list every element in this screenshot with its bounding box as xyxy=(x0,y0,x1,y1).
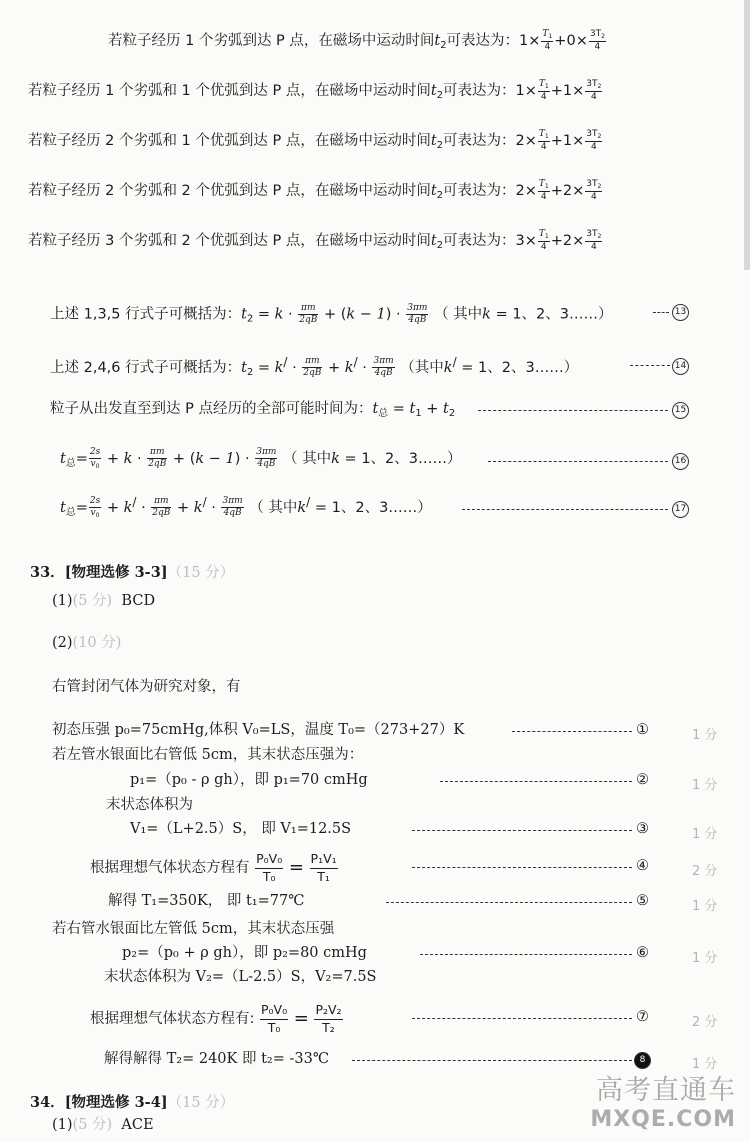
q33-part1: (1)(5 分) BCD xyxy=(52,593,156,609)
q33-step-2: p₁=（p₀ - ρ gh），即 p₁=70 cmHg xyxy=(130,772,368,788)
time-expression-line: 若粒子经历 1 个劣弧和 1 个优弧到达 P 点，在磁场中运动时间$t_2$可表达为：1× $\frac{T_1}{4}$ +1× $\frac{3T_2}{4}$ xyxy=(28,79,602,102)
leader-dashes xyxy=(630,365,670,366)
step-score: 2 分 xyxy=(692,864,718,879)
leader-dashes xyxy=(478,410,668,411)
leader-dashes xyxy=(440,781,632,782)
q33-step-7: 根据理想气体状态方程有: $\frac{\text{P₀V₀}}{\text{T₀}}$ = $\frac{\text{P₂V₂}}{\text{T₂}}$ xyxy=(90,1002,342,1035)
q34-part1-answer: ACE xyxy=(121,1117,154,1133)
q33-step-3: V₁=（L+2.5）S， 即 V₁=12.5S xyxy=(130,821,352,837)
step-number: ③ xyxy=(636,821,649,837)
step-number: 8 xyxy=(634,1052,651,1069)
q33-header: 33．[物理选修 3-3]（15 分） xyxy=(30,564,235,581)
time-expression-line: 若粒子经历 2 个劣弧和 1 个优弧到达 P 点，在磁场中运动时间$t_2$可表达为：2× $\frac{T_1}{4}$ +1× $\frac{3T_2}{4}$ xyxy=(28,129,602,152)
watermark-text-domain: MXQE.COM xyxy=(590,1107,736,1132)
fraction-P2V2-over-T2: $\frac{\text{P₂V₂}}{\text{T₂}}$ xyxy=(315,1002,342,1035)
case-text: 若粒子经历 2 个劣弧和 2 个优弧到达 P 点，在磁场中运动时间 xyxy=(28,182,431,199)
coef-minor: 3 xyxy=(515,232,525,249)
q34-part1: (1)(5 分) ACE xyxy=(52,1117,154,1133)
q33-step-1: 初态压强 p₀=75cmHg,体积 V₀=LS，温度 T₀=（273+27）K xyxy=(52,722,465,738)
step-score: 1 分 xyxy=(692,899,718,914)
coef-minor: 1 xyxy=(519,32,529,49)
watermark-text-cn: 高考直通车 xyxy=(596,1075,736,1106)
leader-dashes xyxy=(412,1018,632,1019)
fraction-pi-m-over-2qB: $\frac{\pi m}{2qB}$ xyxy=(152,496,171,519)
fraction-pi-m-over-2qB: $\frac{\pi m}{2qB}$ xyxy=(303,356,322,379)
q33-part2: (2)(10 分) xyxy=(52,635,122,651)
eq-number-15: 15 xyxy=(672,402,689,419)
fraction-T1-over-4: $\frac{T_1}{4}$ xyxy=(538,179,549,202)
q33-intro: 右管封闭气体为研究对象，有 xyxy=(52,679,241,695)
q33-step-6-intro: 若右管水银面比左管低 5cm，其末状态压强 xyxy=(52,921,335,937)
coef-major: 1 xyxy=(562,82,573,99)
fraction-3pi-m-over-4qB: $\frac{3\pi m}{4qB}$ xyxy=(222,496,243,519)
fraction-P0V0-over-T0: $\frac{\text{P₀V₀}}{\text{T₀}}$ xyxy=(256,851,283,884)
eq-number-14: 14 xyxy=(672,358,689,375)
eq-number-13: 13 xyxy=(672,304,689,321)
leader-dashes xyxy=(653,312,669,313)
leader-dashes xyxy=(512,731,632,732)
coef-major: 1 xyxy=(562,132,573,149)
q33-final-volume-label: 末状态体积为 xyxy=(106,797,193,813)
fraction-2s-over-v0: $\frac{2s}{v_0}$ xyxy=(89,495,101,519)
time-expression-line: 若粒子经历 2 个劣弧和 2 个优弧到达 P 点，在磁场中运动时间$t_2$可表达为：2× $\frac{T_1}{4}$ +2× $\frac{3T_2}{4}$ xyxy=(28,179,602,202)
step-number: ① xyxy=(636,722,649,738)
step-number: ⑤ xyxy=(636,893,649,909)
leader-dashes xyxy=(420,954,632,955)
fraction-P0V0-over-T0: $\frac{\text{P₀V₀}}{\text{T₀}}$ xyxy=(261,1002,288,1035)
case-text: 若粒子经历 1 个劣弧到达 P 点，在磁场中运动时间 xyxy=(108,32,435,49)
time-expression-line: 若粒子经历 3 个劣弧和 2 个优弧到达 P 点，在磁场中运动时间$t_2$可表达为：3× $\frac{T_1}{4}$ +2× $\frac{3T_2}{4}$ xyxy=(28,229,602,252)
coef-major: 2 xyxy=(562,182,573,199)
leader-dashes xyxy=(462,509,668,510)
watermark xyxy=(590,1068,736,1132)
fraction-3pi-m-over-4qB: $\frac{3\pi m}{4qB}$ xyxy=(373,356,394,379)
general-formula-13: 上述 1,3,5 行式子可概括为：$t_2 = k$ · $\frac{\pi m}{2qB}$ + (k − 1) · $\frac{3\pi m}{4qB}$ （ 其中k = 1、2、3……） xyxy=(50,303,613,325)
coef-major: 2 xyxy=(562,232,573,249)
case-text: 若粒子经历 2 个劣弧和 1 个优弧到达 P 点，在磁场中运动时间 xyxy=(28,132,431,149)
fraction-T1-over-4: $\frac{T_1}{4}$ xyxy=(538,129,549,152)
fraction-3T2-over-4: $\frac{3T_2}{4}$ xyxy=(586,129,602,152)
leader-dashes xyxy=(488,461,668,462)
case-text: 若粒子经历 1 个劣弧和 1 个优弧到达 P 点，在磁场中运动时间 xyxy=(28,82,431,99)
fraction-P1V1-over-T1: $\frac{\text{P₁V₁}}{\text{T₁}}$ xyxy=(310,851,337,884)
fraction-3T2-over-4: $\frac{3T_2}{4}$ xyxy=(586,179,602,202)
general-formula-14: 上述 2,4,6 行式子可概括为：$t_2 = k^/$ · $\frac{\pi m}{2qB}$ + k/ · $\frac{3\pi m}{4qB}$ （其中k/ = 1、2、3……） xyxy=(50,355,579,379)
total-time-formula-15: 粒子从出发直至到达 P 点经历的全部可能时间为：$t_总 = t_1 + t_2$ xyxy=(50,401,456,419)
time-expression-line: 若粒子经历 1 个劣弧到达 P 点，在磁场中运动时间$t_2$可表达为：1× $\frac{T_1}{4}$ +0× $\frac{3T_2}{4}$ xyxy=(108,29,605,52)
step-score: 1 分 xyxy=(692,827,718,842)
coef-major: 0 xyxy=(566,32,576,49)
fraction-3T2-over-4: $\frac{3T_2}{4}$ xyxy=(586,79,602,102)
q34-header: 34．[物理选修 3-4]（15 分） xyxy=(30,1094,235,1111)
step-score: 1 分 xyxy=(692,951,718,966)
coef-minor: 2 xyxy=(515,132,525,149)
fraction-2s-over-v0: $\frac{2s}{v_0}$ xyxy=(89,447,101,470)
leader-dashes xyxy=(386,902,632,903)
step-number: ⑦ xyxy=(636,1009,649,1025)
step-number: ⑥ xyxy=(636,945,649,961)
leader-dashes xyxy=(412,867,632,868)
eq-number-17: 17 xyxy=(672,501,689,518)
q33-step-6-volume: 末状态体积为 V₂=（L-2.5）S，V₂=7.5S xyxy=(104,969,377,985)
step-number: ② xyxy=(636,772,649,788)
case-text: 若粒子经历 3 个劣弧和 2 个优弧到达 P 点，在磁场中运动时间 xyxy=(28,232,431,249)
q33-step-2-intro: 若左管水银面比右管低 5cm，其末状态压强为： xyxy=(52,747,364,763)
total-time-formula-17: $t_总=$ $\frac{2s}{v_0}$ + k/ · $\frac{\pi m}{2qB}$ + k/ · $\frac{3\pi m}{4qB}$ （ 其中k/ = 1、2、3……） xyxy=(60,495,432,519)
q33-step-8: 解得解得 T₂= 240K 即 t₂= -33℃ xyxy=(104,1051,330,1067)
q33-step-6: p₂=（p₀ + ρ gh），即 p₂=80 cmHg xyxy=(122,945,367,961)
q33-step-5: 解得 T₁=350K， 即 t₁=77℃ xyxy=(108,893,305,909)
fraction-T1-over-4: $\frac{T_1}{4}$ xyxy=(538,229,549,252)
q33-step-4: 根据理想气体状态方程有 $\frac{\text{P₀V₀}}{\text{T₀}}$ = $\frac{\text{P₁V₁}}{\text{T₁}}$ xyxy=(90,851,337,884)
q33-part1-answer: BCD xyxy=(121,593,156,609)
leader-dashes xyxy=(352,1060,632,1061)
step-score: 1 分 xyxy=(692,1057,718,1072)
step-score: 2 分 xyxy=(692,1015,718,1030)
fraction-3pi-m-over-4qB: $\frac{3\pi m}{4qB}$ xyxy=(407,303,428,325)
fraction-T1-over-4: $\frac{T_1}{4}$ xyxy=(538,79,549,102)
total-time-formula-16: $t_总=$ $\frac{2s}{v_0}$ + k · $\frac{\pi m}{2qB}$ + (k − 1) · $\frac{3\pi m}{4qB}$ （ 其中k = 1、2、3……） xyxy=(60,447,462,470)
eq-number-16: 16 xyxy=(672,453,689,470)
scan-edge-shadow xyxy=(744,0,750,270)
fraction-3pi-m-over-4qB: $\frac{3\pi m}{4qB}$ xyxy=(256,447,277,470)
step-score: 1 分 xyxy=(692,728,718,743)
fraction-T1-over-4: $\frac{T_1}{4}$ xyxy=(542,29,553,52)
fraction-3T2-over-4: $\frac{3T_2}{4}$ xyxy=(586,229,602,252)
step-number: ④ xyxy=(636,858,649,874)
coef-minor: 1 xyxy=(515,82,525,99)
fraction-3T2-over-4: $\frac{3T_2}{4}$ xyxy=(589,29,605,52)
fraction-pi-m-over-2qB: $\frac{\pi m}{2qB}$ xyxy=(299,303,318,325)
coef-minor: 2 xyxy=(515,182,525,199)
leader-dashes xyxy=(412,830,632,831)
step-score: 1 分 xyxy=(692,778,718,793)
fraction-pi-m-over-2qB: $\frac{\pi m}{2qB}$ xyxy=(148,447,167,470)
